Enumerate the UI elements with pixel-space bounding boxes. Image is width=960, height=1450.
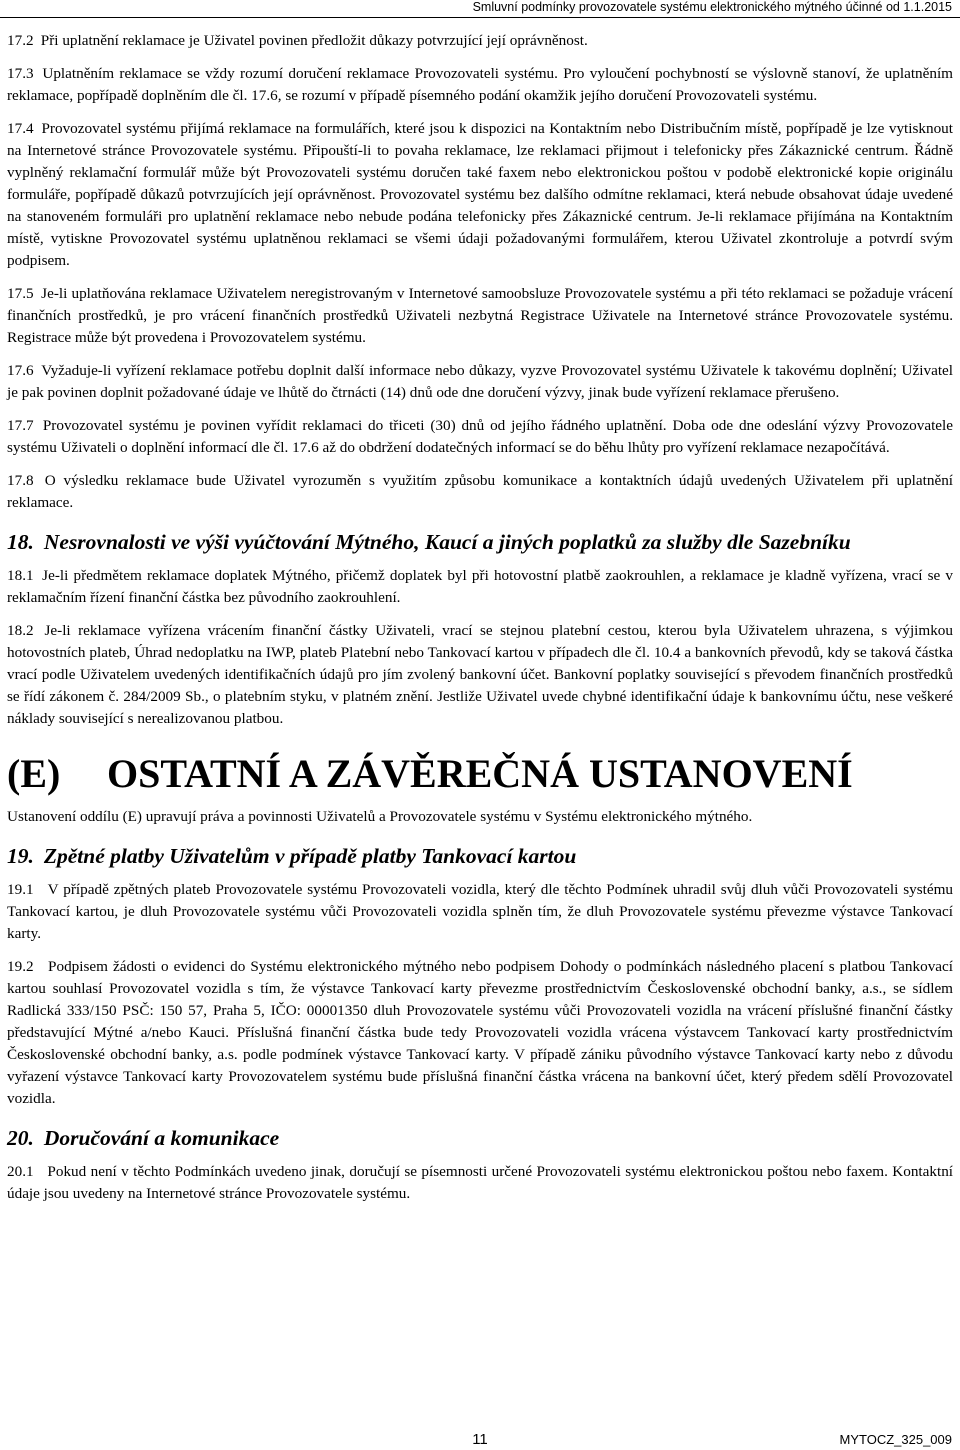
paragraph-number: 19.1	[7, 881, 34, 898]
part-e-intro: Ustanovení oddílu (E) upravují práva a povinnosti Uživatelů a Provozovatele systému v Systému elektronického mýtného.	[7, 808, 753, 825]
paragraph-text: V případě zpětných plateb Provozovatele systému Provozovateli vozidla, který dle těchto Podmínek uhradil svůj dluh vůči Provozovateli systému Tankovací kartou, je dluh Provozovatele systému vůči Provozovateli vozidla splněn tím, že dluh Provozovatele systému převezme výstavce Tankovací karty.	[7, 881, 953, 942]
section-title: Doručování a komunikace	[43, 1126, 280, 1150]
paragraph-number: 17.4	[7, 120, 34, 137]
section-18-heading	[7, 528, 953, 557]
section-title: Nesrovnalosti ve výši vyúčtování Mýtného, Kaucí a jiných poplatků za služby dle Sazebníku	[43, 530, 851, 554]
paragraph-18-2	[7, 620, 953, 730]
paragraph-19-2	[7, 956, 953, 1110]
paragraph-19-1	[7, 879, 953, 945]
paragraph-text: Je-li reklamace vyřízena vrácením finanční částky Uživateli, vrací se stejnou platební cestou, kterou byla Uživatelem uhrazena, s výjimkou hotovostních plateb, Úhrad nedoplatku na IWP, plateb Platební nebo Tankovací kartou v případech dle čl. 10.4 a bankovních převodů, kdy se taková částka vrací podle Uživatelem uvedených identifikačních údajů pro jím zvolený bankovní účet. Bankovní poplatky související s převodem finančních prostředků se řídí zákonem č. 284/2009 Sb., o platebním styku, v platném znění. Jestliže Uživatel uvede chybné identifikační údaje k bankovnímu účtu, nese veškeré náklady související s nerealizovanou platbou.	[7, 622, 953, 727]
header-rule	[0, 17, 960, 18]
paragraph-text: Je-li uplatňována reklamace Uživatelem neregistrovaným v Internetové samoobsluze Provozovatele systému a při této reklamaci se požaduje vrácení finančních prostředků, je pro vrácení finančních prostředků Uživateli nezbytná Registrace Uživatele na Internetové stránce Provozovatele systému. Registrace může být provedena i Provozovatelem systému.	[7, 285, 953, 346]
section-number: 20.	[7, 1126, 34, 1150]
paragraph-17-8	[7, 470, 953, 514]
paragraph-text: Provozovatel systému přijímá reklamace na formulářích, které jsou k dispozici na Kontaktním nebo Distribučním místě, popřípadě je lze vytisknout na Internetové stránce Provozovatele systému. Připouští-li to povaha reklamace, lze reklamaci přijmout i telefonicky přes Zákaznické centrum. Řádně vyplněný reklamační formulář může být Provozovateli systému doručen také faxem nebo elektronickou poštou v podobě elektronické kopie originálu formuláře, popřípadě důkazů potvrzujících její oprávněnost. Provozovatel systému bez dalšího odmítne reklamaci, která nebude obsahovat údaje uvedené na stanoveném formuláři pro uplatnění reklamace nebo nebude podána telefonicky přes Zákaznické centrum. Je-li reklamace přijímána na Kontaktním místě, vytiskne Provozovatel systému uplatněnou reklamaci se všemi údaji požadovanými formulářem, kterou Uživatel zkontroluje a potvrdí svým podpisem.	[7, 120, 953, 269]
paragraph-text: Uplatněním reklamace se vždy rozumí doručení reklamace Provozovateli systému. Pro vyloučení pochybností se výslovně stanoví, že uplatněním reklamace, popřípadě doplněním dle čl. 17.6, se rozumí v případě písemného podání okamžik jejího doručení Provozovateli systému.	[7, 65, 953, 104]
paragraph-number: 20.1	[7, 1163, 34, 1180]
section-number: 19.	[7, 844, 34, 868]
paragraph-number: 19.2	[7, 958, 34, 975]
section-title: Zpětné platby Uživatelům v případě platby Tankovací kartou	[43, 844, 577, 868]
paragraph-number: 17.8	[7, 472, 34, 489]
running-header: Smluvní podmínky provozovatele systému elektronického mýtného účinné od 1.1.2015	[472, 0, 952, 14]
paragraph-number: 18.2	[7, 622, 34, 639]
paragraph-number: 18.1	[7, 567, 34, 584]
document-id: MYTOCZ_325_009	[839, 1432, 952, 1447]
paragraph-18-1	[7, 565, 953, 609]
paragraph-17-3	[7, 63, 953, 107]
paragraph-text: Pokud není v těchto Podmínkách uvedeno jinak, doručují se písemnosti určené Provozovateli systému elektronickou poštou nebo faxem. Kontaktní údaje jsou uvedeny na Internetové stránce Provozovatele systému.	[7, 1163, 954, 1202]
section-19-heading	[7, 842, 953, 871]
paragraph-text: Je-li předmětem reklamace doplatek Mýtného, přičemž doplatek byl při hotovostní platbě zaokrouhlen, a reklamace je kladně vyřízena, vrací se v reklamačním řízení finanční částka bez původního zaokrouhlení.	[7, 567, 953, 606]
part-e-heading	[7, 752, 953, 796]
paragraph-text: Při uplatnění reklamace je Uživatel povinen předložit důkazy potvrzující její oprávněnost.	[40, 32, 588, 49]
part-number: (E)	[7, 751, 61, 796]
paragraph-number: 17.7	[7, 417, 34, 434]
section-20-heading	[7, 1124, 953, 1153]
paragraph-17-6	[7, 360, 953, 404]
paragraph-17-4	[7, 118, 953, 272]
paragraph-number: 17.3	[7, 65, 34, 82]
paragraph-17-5	[7, 283, 953, 349]
paragraph-number: 17.2	[7, 32, 34, 49]
paragraph-text: O výsledku reklamace bude Uživatel vyrozuměn s využitím způsobu komunikace a kontaktních údajů uvedených Uživatelem při uplatnění reklamace.	[7, 472, 954, 511]
page-footer	[0, 1431, 960, 1449]
part-title: OSTATNÍ A ZÁVĚREČNÁ USTANOVENÍ	[107, 751, 853, 796]
page-body	[7, 30, 953, 1216]
paragraph-text: Vyžaduje-li vyřízení reklamace potřebu doplnit další informace nebo důkazy, vyzve Provozovatel systému Uživatele k takovému doplnění; Uživatel je pak povinen doplnit požadované údaje ve lhůtě do čtrnácti (14) dnů ode dne doručení výzvy, jinak bude vyřízení reklamace přerušeno.	[7, 362, 953, 401]
paragraph-number: 17.6	[7, 362, 34, 379]
paragraph-text: Provozovatel systému je povinen vyřídit reklamaci do třiceti (30) dnů od jejího řádného uplatnění. Doba ode dne odeslání výzvy Provozovatele systému Uživateli o doplnění informací dle čl. 17.6 až do obdržení dodatečných informací se do běhu lhůty pro vyřízení reklamace nezapočítává.	[7, 417, 953, 456]
page-number: 11	[472, 1431, 488, 1448]
section-number: 18.	[7, 530, 34, 554]
paragraph-17-2	[7, 30, 953, 52]
paragraph-number: 17.5	[7, 285, 34, 302]
paragraph-17-7	[7, 415, 953, 459]
paragraph-20-1	[7, 1161, 953, 1205]
paragraph-text: Podpisem žádosti o evidenci do Systému elektronického mýtného nebo podpisem Dohody o podmínkách následného placení s platbou Tankovací kartou souhlasí Provozovatel vozidla s tím, že výstavce Tankovací karty převezme prostřednictvím Československé obchodní banky, a.s., se sídlem Radlická 333/150 PSČ: 150 57, Praha 5, IČO: 00001350 dluh Provozovatele systému vůči Provozovateli vozidla na vrácení příslušné finanční částky představující Mýtné a/nebo Kauci. Příslušná finanční částka bude tedy Provozovateli vozidla vrácena výstavcem Tankovací karty prostřednictvím Československé obchodní banky, a.s. podle podmínek výstavce Tankovací karty. V případě zániku původního výstavce Tankovací karty nebo z důvodu vyřazení výstavce Tankovací karty Provozovatelem systému bude příslušná finanční částka vrácena na bankovní účet, který předem sdělí Provozovatel vozidla.	[7, 958, 953, 1107]
